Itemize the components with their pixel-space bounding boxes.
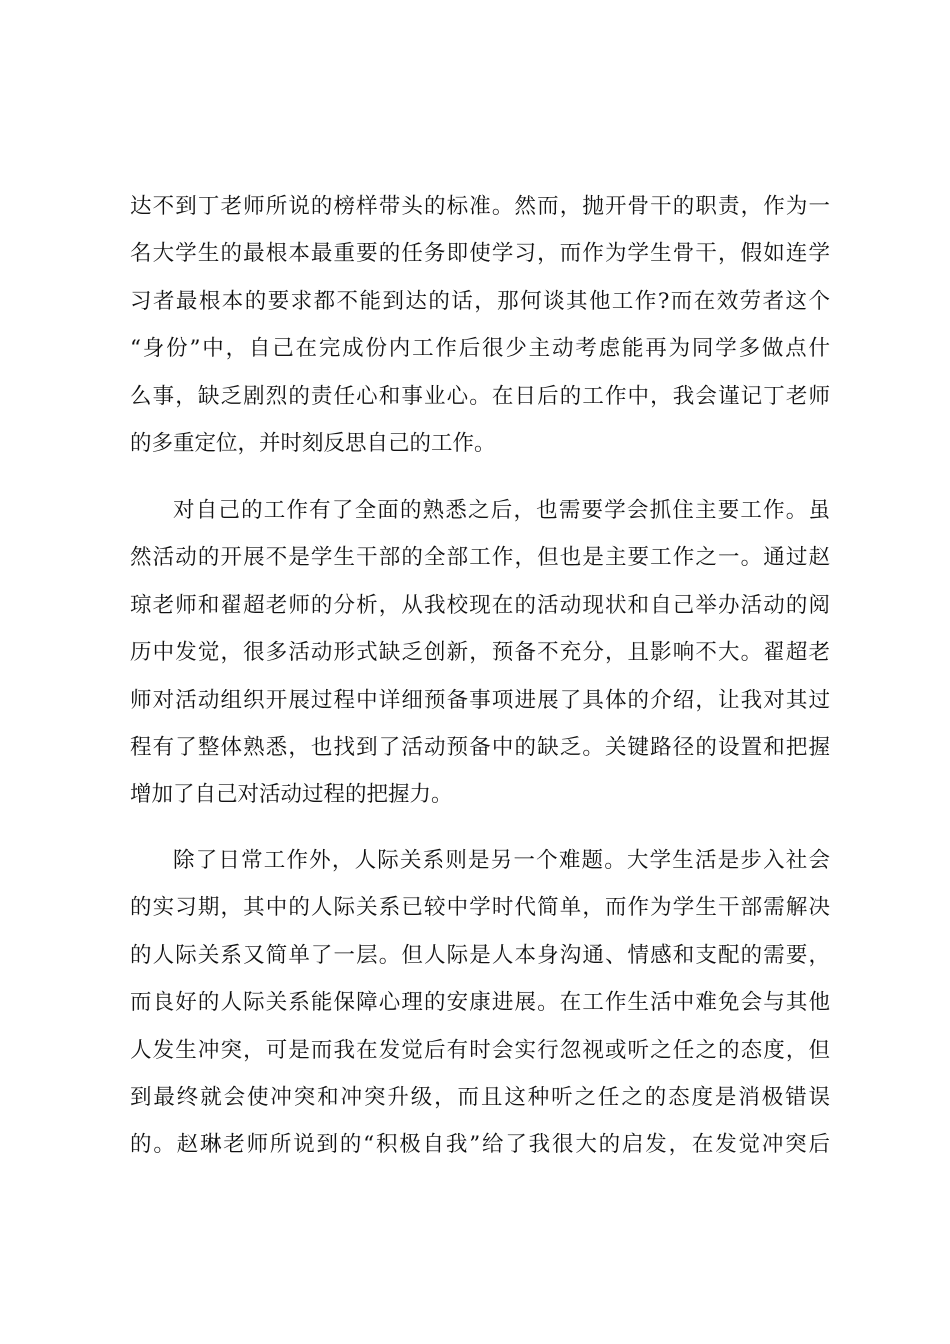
text-line: 历中发觉，很多活动形式缺乏创新，预备不充分，且影响不大。翟超老: [130, 640, 830, 666]
text-line: 的。赵琳老师所说到的“积极自我”给了我很大的启发，在发觉冲突后: [130, 1132, 830, 1158]
paragraph-2: [130, 487, 830, 819]
text-line: 程有了整体熟悉，也找到了活动预备中的缺乏。关键路径的设置和把握: [130, 734, 830, 760]
text-line: 然活动的开展不是学生干部的全部工作，但也是主要工作之一。通过赵: [130, 545, 830, 571]
text-line: 而良好的人际关系能保障心理的安康进展。在工作生活中难免会与其他: [130, 990, 830, 1016]
paragraph-1: [130, 183, 830, 467]
text-line: 人发生冲突，可是而我在发觉后有时会实行忽视或听之任之的态度，但: [130, 1037, 830, 1063]
text-line: 除了日常工作外，人际关系则是另一个难题。大学生活是步入社会: [173, 848, 830, 873]
text-line: 的人际关系又简单了一层。但人际是人本身沟通、情感和支配的需要，: [130, 942, 830, 968]
paragraph-3: [130, 837, 830, 1169]
text-line: 的多重定位，并时刻反思自己的工作。: [130, 430, 496, 456]
text-line: “身份”中，自己在完成份内工作后很少主动考虑能再为同学多做点什: [130, 336, 830, 362]
text-line: 到最终就会使冲突和冲突升级，而且这种听之任之的态度是消极错误: [130, 1084, 830, 1110]
text-line: 的实习期，其中的人际关系已较中学时代简单，而作为学生干部需解决: [130, 895, 830, 921]
text-line: 么事，缺乏剧烈的责任心和事业心。在日后的工作中，我会谨记丁老师: [130, 383, 830, 409]
text-line: 习者最根本的要求都不能到达的话，那何谈其他工作?而在效劳者这个: [130, 288, 830, 314]
text-line: 琼老师和翟超老师的分析，从我校现在的活动现状和自己举办活动的阅: [130, 592, 830, 618]
text-line: 对自己的工作有了全面的熟悉之后，也需要学会抓住主要工作。虽: [173, 498, 830, 523]
text-line: 增加了自己对活动过程的把握力。: [130, 782, 453, 808]
text-line: 师对活动组织开展过程中详细预备事项进展了具体的介绍，让我对其过: [130, 687, 830, 713]
text-line: 名大学生的最根本最重要的任务即使学习，而作为学生骨干，假如连学: [130, 241, 830, 267]
text-line: 达不到丁老师所说的榜样带头的标准。然而，抛开骨干的职责，作为一: [130, 194, 830, 219]
